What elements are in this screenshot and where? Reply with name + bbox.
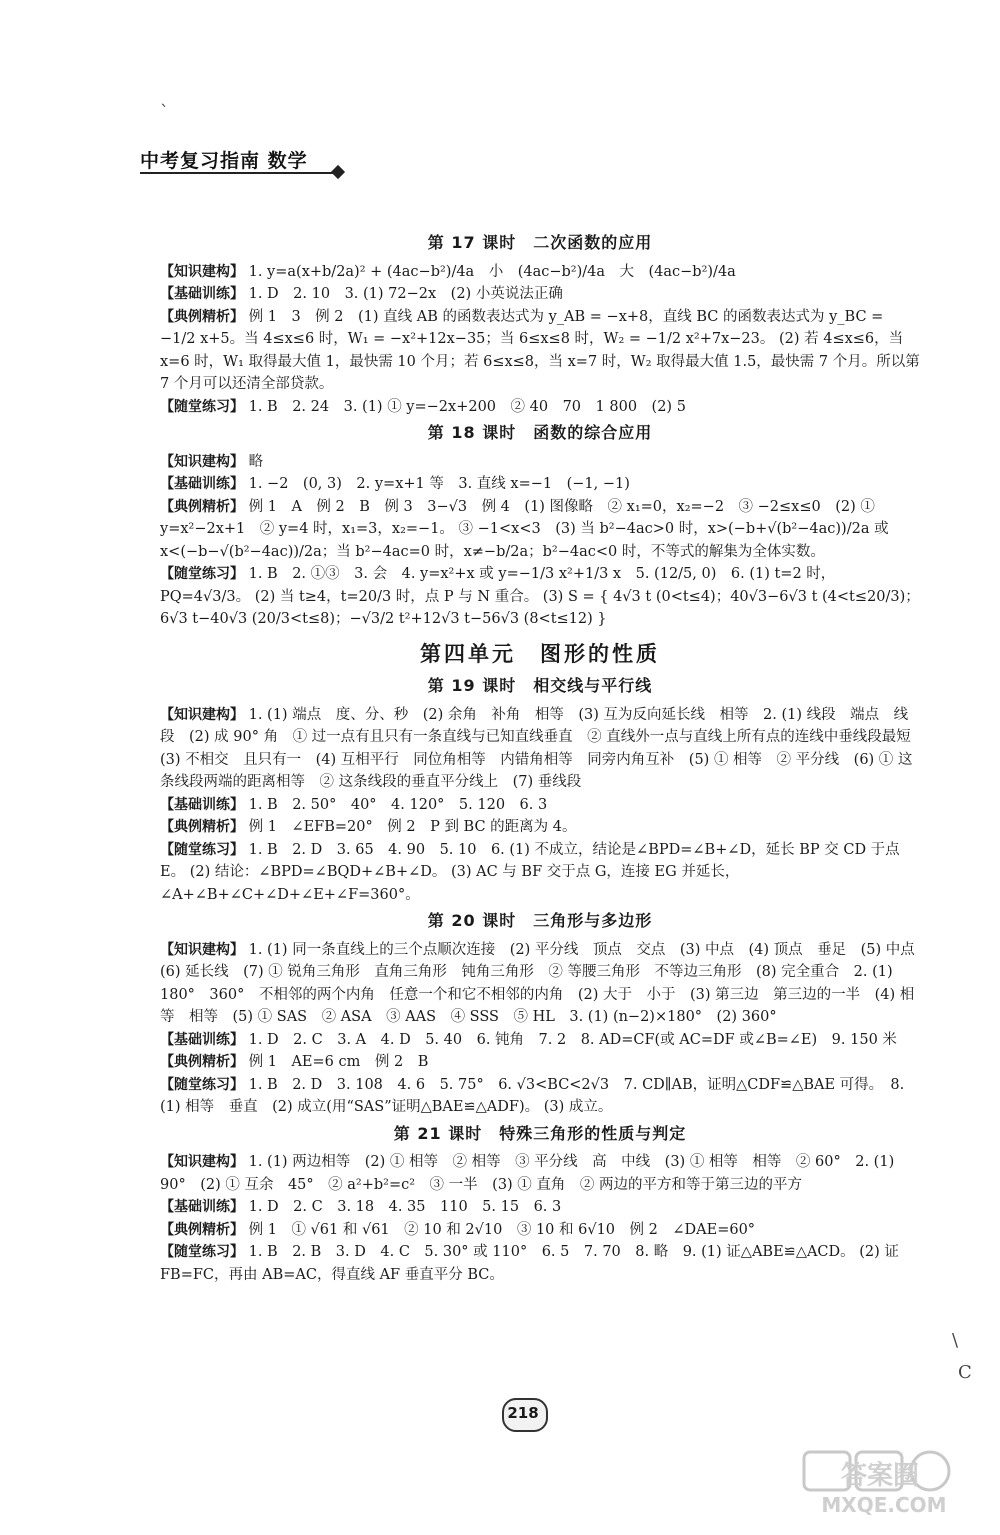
section-text: 1. B 2. D 3. 108 4. 6 5. 75° 6. √3<BC<2√3 7. CD∥AB，证明△CDF≌△BAE 可得。 8. (1) 相等 垂直 (2) 成立(用“SAS”证明△BAE≌△ADF)。 (3) 成立。 (160, 1076, 905, 1115)
lesson-title: 第 18 课时 函数的综合应用 (427, 423, 653, 442)
section-text: 例 1 3 例 2 (1) 直线 AB 的函数表达式为 y_AB = −x+8，直线 BC 的函数表达式为 y_BC = −1/2 x+5。当 4≤x≤6 时，W₁ = −x²+12x−35；当 6≤x≤8 时，W₂ = −1/2 x²+7x−23。 (2) 若 4≤x≤6，当 x=6 时，W₁ 取得最大值 1，最快需 10 个月；若 6≤x≤8，当 x=7 时，W₂ 取得最大值 1.5，最快需 7 个月。所以第 7 个月可以还清全部贷款。 (160, 308, 920, 392)
answer-section (160, 816, 920, 839)
section-text: 1. (1) 端点 度、分、秒 (2) 余角 补角 相等 (3) 互为反向延长线 相等 2. (1) 线段 端点 线段 (2) 成 90° 角 ① 过一点有且只有一条直线与已知直线垂直 ② 直线外一点与直线上所有点的连线中垂线段最短 (3) 不相交 且只有一 (4) 互相平行 同位角相等 内错角相等 同旁内角互补 (5) ① 相等 ② 平分线 (6) ① 这条线段两端的距离相等 ② 这条线段的垂直平分线上 (7) 垂线段 (160, 706, 926, 790)
section-label: 【随堂练习】 (160, 1076, 244, 1093)
answer-section (160, 451, 920, 474)
section-text: 1. D 2. C 3. A 4. D 5. 40 6. 钝角 7. 2 8. AD=CF(或 AC=DF 或∠B=∠E) 9. 150 米 (244, 1031, 897, 1048)
section-label: 【知识建构】 (160, 941, 244, 958)
book-header (140, 146, 340, 172)
section-label: 【典例精析】 (160, 1221, 244, 1238)
section-text: 1. B 2. B 3. D 4. C 5. 30° 或 110° 6. 5 7. 70 8. 略 9. (1) 证△ABE≌△ACD。 (2) 证 FB=FC，再由 AB=AC，得直线 AF 垂直平分 BC。 (160, 1244, 899, 1283)
lesson-title: 第 20 课时 三角形与多边形 (427, 911, 653, 930)
answer-section (160, 563, 920, 631)
answer-section (160, 839, 920, 907)
scan-mark: ` (160, 102, 169, 123)
section-label: 【基础训练】 (160, 476, 244, 492)
answer-section (160, 1074, 920, 1119)
answer-section (160, 1241, 920, 1286)
section-text: 1. B 2. 24 3. (1) ① y=−2x+200 ② 40 70 1 800 (2) 5 (244, 398, 686, 415)
lesson-title: 第 19 课时 相交线与平行线 (427, 676, 653, 695)
section-label: 【随堂练习】 (160, 398, 244, 415)
answer-section (160, 1219, 920, 1242)
answer-section (160, 1051, 920, 1074)
section-label: 【随堂练习】 (160, 566, 244, 582)
header-title: 中考复习指南 数学 (140, 150, 308, 172)
section-label: 【知识建构】 (160, 1154, 244, 1170)
section-text: 1. y=a(x+b/2a)² + (4ac−b²)/4a 小 (4ac−b²)/4a 大 (4ac−b²)/4a (244, 263, 736, 280)
section-text: 1. (1) 同一条直线上的三个点顺次连接 (2) 平分线 顶点 交点 (3) 中点 (4) 顶点 垂足 (5) 中点 (6) 延长线 (7) ① 锐角三角形 直角三角形 钝角三角形 ② 等腰三角形 不等边三角形 (8) 完全重合 2. (1) 180° 360° 不相邻的两个内角 任意一个和它不相邻的内角 (2) 大于 小于 (3) 第三边 第三边的一半 (4) 相等 相等 (5) ① SAS ② ASA ③ AAS ④ SSS ⑤ HL 3. (1) (n−2)×180° (2) 360° (160, 941, 930, 1025)
section-label: 【随堂练习】 (160, 1244, 244, 1260)
answer-section (160, 939, 930, 1029)
unit-title: 第四单元 图形的性质 (420, 641, 660, 666)
answer-section (160, 1151, 920, 1196)
section-label: 【知识建构】 (160, 706, 244, 723)
section-text: 1. D 2. C 3. 18 4. 35 110 5. 15 6. 3 (244, 1199, 562, 1215)
section-label: 【基础训练】 (160, 286, 244, 302)
section-label: 【知识建构】 (160, 453, 244, 470)
watermark-url: MXQE.COM (821, 1493, 947, 1517)
answer-section (160, 704, 926, 794)
lesson-title: 第 17 课时 二次函数的应用 (427, 233, 653, 252)
watermark-text: 答案圈 (840, 1461, 920, 1491)
section-label: 【典例精析】 (160, 308, 244, 325)
answer-section (160, 473, 920, 496)
answer-section (160, 396, 920, 419)
section-text: 例 1 ∠EFB=20° 例 2 P 到 BC 的距离为 4。 (244, 819, 577, 835)
answer-content (160, 228, 930, 1286)
header-underline (140, 172, 336, 174)
scan-mark: \ (952, 1330, 959, 1351)
section-text: 1. B 2. ①③ 3. 会 4. y=x²+x 或 y=−1/3 x²+1/3 x 5. (12/5, 0) 6. (1) t=2 时，PQ=4√3/3。 (2) 当 t≥4，t=20/3 时，点 P 与 N 重合。 (3) S = { 4√3 t (0<t≤4)；40√3−6√3 t (4<t≤20/3)；6√3 t−40√3 (20/3<t≤8)；−√3/2 t²+12√3 t−56√3 (8<t≤12) } (160, 566, 920, 627)
answer-section (160, 306, 920, 396)
watermark-logo (800, 1448, 960, 1518)
answer-section (160, 1029, 920, 1052)
section-label: 【基础训练】 (160, 1031, 244, 1048)
section-text: 1. B 2. 50° 40° 4. 120° 5. 120 6. 3 (244, 796, 548, 813)
section-text: 例 1 AE=6 cm 例 2 B (244, 1054, 429, 1070)
answer-section (160, 794, 920, 817)
section-text: 1. −2 (0, 3) 2. y=x+1 等 3. 直线 x=−1 (−1, −1) (244, 476, 630, 492)
answer-section (160, 1196, 920, 1219)
section-label: 【基础训练】 (160, 1199, 244, 1215)
answer-section (160, 283, 920, 306)
page-number: 218 (507, 1404, 539, 1422)
lesson-title: 第 21 课时 特殊三角形的性质与判定 (393, 1123, 687, 1143)
section-label: 【典例精析】 (160, 1054, 244, 1070)
section-label: 【知识建构】 (160, 263, 244, 280)
section-label: 【基础训练】 (160, 796, 244, 813)
answer-section (160, 496, 920, 564)
section-label: 【随堂练习】 (160, 841, 244, 858)
section-label: 【典例精析】 (160, 498, 244, 515)
section-text: 略 (244, 453, 264, 470)
section-label: 【典例精析】 (160, 819, 244, 835)
section-text: 1. D 2. 10 3. (1) 72−2x (2) 小英说法正确 (244, 286, 563, 302)
scan-mark: C (958, 1362, 972, 1383)
section-text: 例 1 A 例 2 B 例 3 3−√3 例 4 (1) 图像略 ② x₁=0，x₂=−2 ③ −2≤x≤0 (2) ① y=x²−2x+1 ② y=4 时，x₁=3，x₂=−1。 ③ −1<x<3 (3) 当 b²−4ac>0 时，x>(−b+√(b²−4ac))/2a 或 x<(−b−√(b²−4ac))/2a；当 b²−4ac=0 时，x≠−b/2a；b²−4ac<0 时，不等式的解集为全体实数。 (160, 498, 889, 560)
section-text: 例 1 ① √61 和 √61 ② 10 和 2√10 ③ 10 和 6√10 例 2 ∠DAE=60° (244, 1221, 756, 1238)
section-text: 1. B 2. D 3. 65 4. 90 5. 10 6. (1) 不成立，结论是∠BPD=∠B+∠D，延长 BP 交 CD 于点 E。 (2) 结论：∠BPD=∠BQD+∠B+∠D。 (3) AC 与 BF 交于点 G，连接 EG 并延长，∠A+∠B+∠C+∠D+∠E+∠F=360°。 (160, 841, 900, 903)
answer-section (160, 261, 920, 284)
section-text: 1. (1) 两边相等 (2) ① 相等 ② 相等 ③ 平分线 高 中线 (3) ① 相等 相等 ② 60° 2. (1) 90° (2) ① 互余 45° ② a²+b²=c² ③ 一半 (3) ① 直角 ② 两边的平方和等于第三边的平方 (160, 1154, 895, 1193)
